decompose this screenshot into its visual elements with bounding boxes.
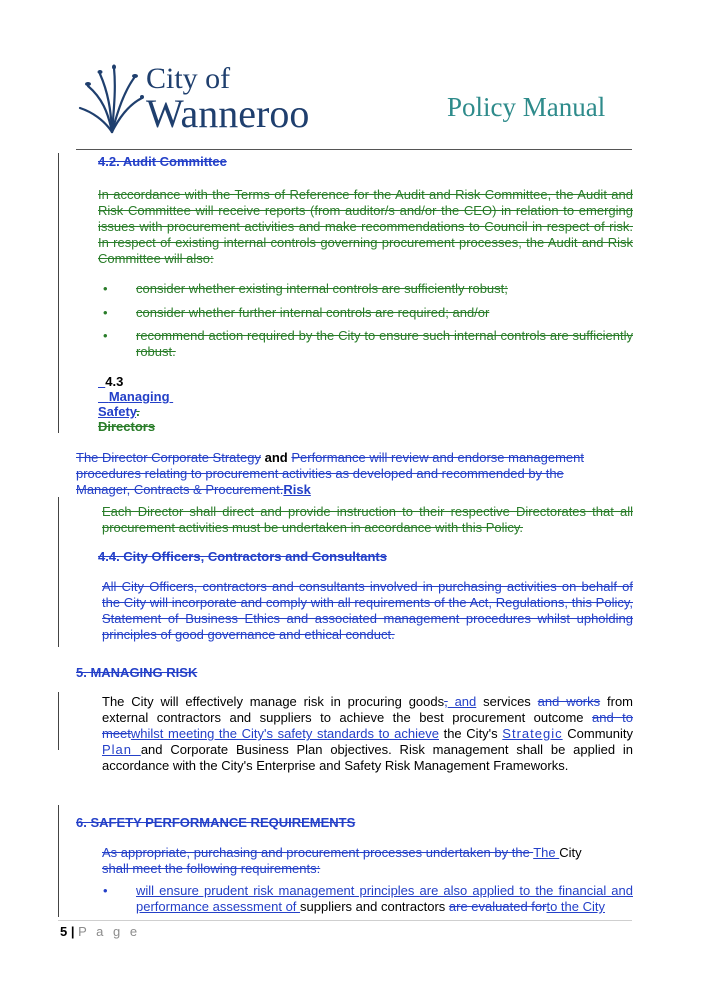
logo-city-of: City of	[146, 62, 231, 95]
section-6-paragraph-line1: As appropriate, purchasing and procurement processes undertaken by the The City	[102, 845, 582, 860]
section-5-heading: 5. MANAGING RISK	[76, 665, 198, 680]
section-4-3-paragraph-2: Each Director shall direct and provide instruction to their respective Directorates that all procurement activities must be undertaken in accordance with this Policy.	[102, 504, 633, 535]
header-rule	[76, 149, 632, 150]
section-4-3-title-line2: Safety.	[98, 404, 140, 419]
section-4-2-heading: 4.2. Audit Committee	[98, 154, 227, 169]
logo-wanneroo: Wanneroo	[146, 91, 310, 136]
section-4-4-paragraph: All City Officers, contractors and consultants involved in purchasing activities on behalf of the City will incorporate and comply with all requirements of the Act, Regulations, this Policy, Statement of Business Ethics and associated management procedures whilst upholding principles of good governance and ethical conduct.	[102, 579, 633, 642]
deleted-directors: Directors	[98, 419, 156, 434]
section-5-paragraph: The City will effectively manage risk in procuring goods, and services and works from external contractors and suppliers to achieve the best procurement outcome and to meetwhilst meeting the City's safety standards to achieve the City's Strategic Community Plan and Corporate Business Plan objectives. Risk management shall be applied in accordance with the City's Enterprise and Safety Risk Management Frameworks.	[102, 694, 633, 773]
page-number: 5	[60, 924, 68, 939]
section-4-2-paragraph: In accordance with the Terms of Reference for the Audit and Risk Committee, the Audit and Risk Committee will receive reports (from auditor/s and/or the CEO) in relation to emerging issues with procurement activities and make recommendations to Council in respect of risk. In respect of existing internal controls governing procurement processes, the Audit and Risk Committee will also:	[98, 187, 633, 266]
section-4-4-heading: 4.4. City Officers, Contractors and Consultants	[98, 549, 387, 564]
change-bar	[58, 692, 59, 750]
change-bar	[58, 805, 59, 917]
bullet-icon: •	[103, 883, 108, 898]
section-4-3-paragraph: The Director Corporate Strategy and Performance will review and endorse management procedures relating to procurement activities as developed and recommended by the Manager, Contracts & Procurement.Risk	[76, 450, 584, 497]
city-of-wanneroo-logo-icon	[78, 64, 144, 134]
change-bar	[58, 497, 59, 647]
footer-rule	[58, 920, 632, 921]
section-6-paragraph-line2: shall meet the following requirements:	[102, 861, 321, 876]
section-4-3-title-line1: Managing	[108, 389, 170, 404]
bullet-icon: •	[103, 305, 108, 320]
section-6-bullet: will ensure prudent risk management principles are also applied to the financial and performance assessment of suppliers and contractors are evaluated forto the City	[136, 883, 633, 914]
section-4-3-number: 4.3	[105, 374, 124, 389]
bullet-icon: •	[103, 328, 108, 343]
page-footer: 5 | P a g e	[60, 924, 141, 939]
bullet-item: consider whether further internal controls are required; and/or	[136, 305, 490, 320]
bullet-item: consider whether existing internal controls are sufficiently robust;	[136, 281, 508, 296]
document-title: Policy Manual	[447, 92, 606, 122]
bullet-item: recommend action required by the City to ensure such internal controls are sufficiently robust.	[136, 328, 633, 359]
change-bar	[58, 153, 59, 433]
bullet-icon: •	[103, 281, 108, 296]
section-6-heading: 6. SAFETY PERFORMANCE REQUIREMENTS	[76, 815, 356, 830]
